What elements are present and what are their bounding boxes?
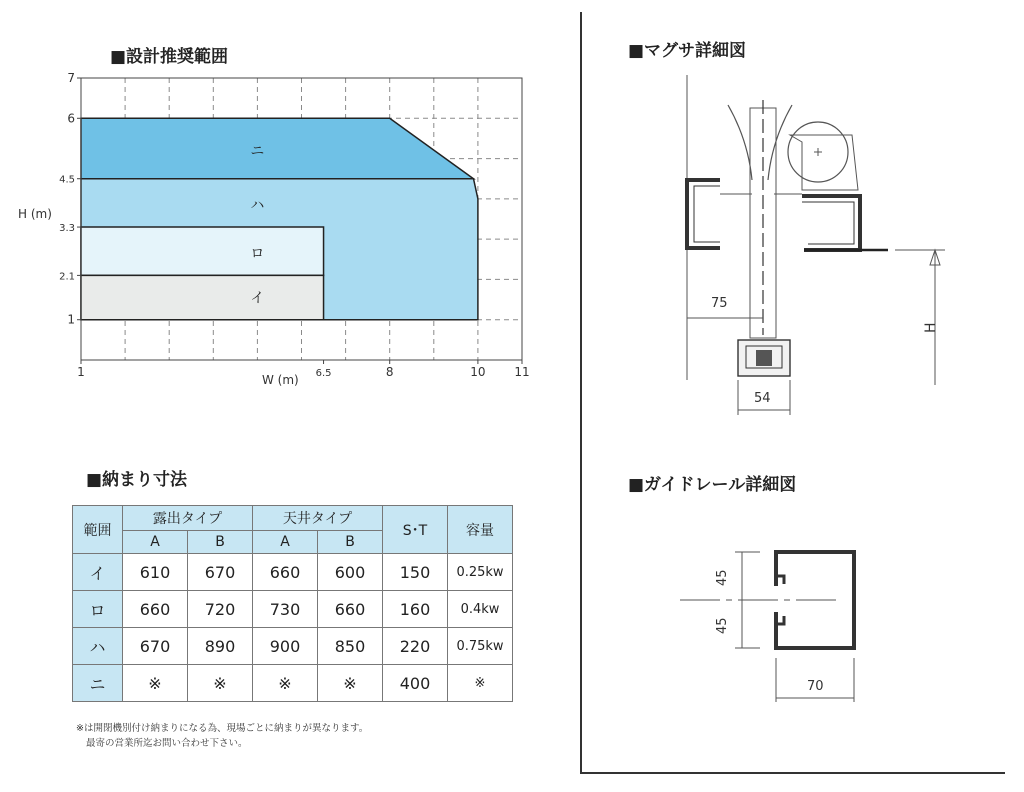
cell-st: 400 bbox=[383, 665, 448, 702]
cell-b1: ※ bbox=[188, 665, 253, 702]
magusa-dim-75: 75 bbox=[711, 296, 728, 311]
row-range-label: ハ bbox=[73, 628, 123, 665]
cell-cap: ※ bbox=[448, 665, 513, 702]
dims-section-title: ■納まり寸法 bbox=[86, 470, 188, 490]
region-3 bbox=[81, 227, 324, 275]
chart-y-ticks bbox=[59, 71, 81, 327]
table-row bbox=[73, 591, 513, 628]
range-chart bbox=[0, 60, 560, 400]
y-tick-label: 6 bbox=[67, 111, 75, 126]
cell-cap: 0.4kw bbox=[448, 591, 513, 628]
table-row bbox=[73, 665, 513, 702]
cell-cap: 0.75kw bbox=[448, 628, 513, 665]
cell-b2: 850 bbox=[318, 628, 383, 665]
y-tick-label: 2.1 bbox=[59, 271, 75, 283]
guide-rail-detail-drawing bbox=[680, 540, 880, 710]
cell-a1: 660 bbox=[123, 591, 188, 628]
left-curve bbox=[728, 105, 752, 180]
cell-b2: 660 bbox=[318, 591, 383, 628]
table-body bbox=[73, 554, 513, 702]
x-tick-label: 8 bbox=[385, 365, 394, 379]
subheader-b-ceiling: B bbox=[318, 531, 383, 554]
row-range-label: ニ bbox=[73, 665, 123, 702]
region-label: イ bbox=[250, 290, 265, 307]
right-curve bbox=[768, 105, 792, 180]
y-tick-label: 7 bbox=[67, 71, 75, 85]
row-range-label: ロ bbox=[73, 591, 123, 628]
cell-st: 220 bbox=[383, 628, 448, 665]
guide-dim-70: 70 bbox=[807, 679, 824, 694]
y-tick-label: 1 bbox=[67, 312, 75, 327]
cell-b2: ※ bbox=[318, 665, 383, 702]
cell-a2: ※ bbox=[253, 665, 318, 702]
subheader-a-exposed: A bbox=[123, 531, 188, 554]
cell-a1: 670 bbox=[123, 628, 188, 665]
chart-x-ticks bbox=[77, 360, 529, 379]
note-line-1: ※は開閉機別付け納まりになる為、現場ごとに納まりが異なります。 bbox=[76, 723, 369, 734]
cell-a2: 730 bbox=[253, 591, 318, 628]
header-range: 範囲 bbox=[73, 506, 123, 554]
note-line-2: 最寄の営業所迄お問い合わせ下さい。 bbox=[86, 738, 248, 749]
cell-cap: 0.25kw bbox=[448, 554, 513, 591]
cell-st: 160 bbox=[383, 591, 448, 628]
bottom-rule bbox=[580, 772, 1005, 774]
cell-b1: 670 bbox=[188, 554, 253, 591]
magusa-dim-h: H bbox=[923, 322, 939, 333]
header-exposed-type: 露出タイプ bbox=[123, 506, 253, 531]
row-range-label: イ bbox=[73, 554, 123, 591]
vertical-divider bbox=[580, 12, 582, 774]
guide-section-title: ■ガイドレール詳細図 bbox=[628, 475, 797, 495]
x-tick-label: 1 bbox=[77, 365, 85, 379]
region-1 bbox=[81, 118, 473, 178]
guide-dim-45-top: 45 bbox=[715, 569, 730, 586]
cell-st: 150 bbox=[383, 554, 448, 591]
left-lintel-channel bbox=[687, 180, 720, 248]
y-axis-label: H (m) bbox=[18, 207, 52, 221]
header-ceiling-type: 天井タイプ bbox=[253, 506, 383, 531]
x-tick-label: 6.5 bbox=[315, 368, 332, 379]
header-capacity: 容量 bbox=[448, 506, 513, 554]
right-lintel-channel bbox=[802, 196, 860, 250]
y-tick-label: 4.5 bbox=[59, 174, 75, 186]
cell-a1: ※ bbox=[123, 665, 188, 702]
magusa-dim-54: 54 bbox=[754, 391, 771, 406]
subheader-b-exposed: B bbox=[188, 531, 253, 554]
cell-a2: 660 bbox=[253, 554, 318, 591]
region-label: ハ bbox=[250, 197, 265, 214]
table-row bbox=[73, 554, 513, 591]
region-label: ロ bbox=[250, 246, 265, 263]
x-tick-label: 10 bbox=[470, 365, 486, 379]
region-4 bbox=[81, 275, 324, 319]
y-tick-label: 3.3 bbox=[59, 223, 75, 235]
x-axis-label: W (m) bbox=[262, 373, 299, 387]
cell-b2: 600 bbox=[318, 554, 383, 591]
x-tick-label: 11 bbox=[514, 365, 530, 379]
cell-b1: 720 bbox=[188, 591, 253, 628]
subheader-a-ceiling: A bbox=[253, 531, 318, 554]
region-label: ニ bbox=[250, 143, 265, 160]
range-section-title: ■設計推奨範囲 bbox=[110, 47, 229, 67]
table-row bbox=[73, 628, 513, 665]
cell-a2: 900 bbox=[253, 628, 318, 665]
cell-b1: 890 bbox=[188, 628, 253, 665]
guide-dim-45-bottom: 45 bbox=[715, 617, 730, 634]
dimensions-table bbox=[72, 505, 513, 702]
cell-a1: 610 bbox=[123, 554, 188, 591]
header-st: S･T bbox=[383, 506, 448, 554]
chart-regions bbox=[81, 118, 478, 319]
magusa-detail-drawing bbox=[590, 60, 1010, 430]
magusa-section-title: ■マグサ詳細図 bbox=[628, 41, 747, 61]
